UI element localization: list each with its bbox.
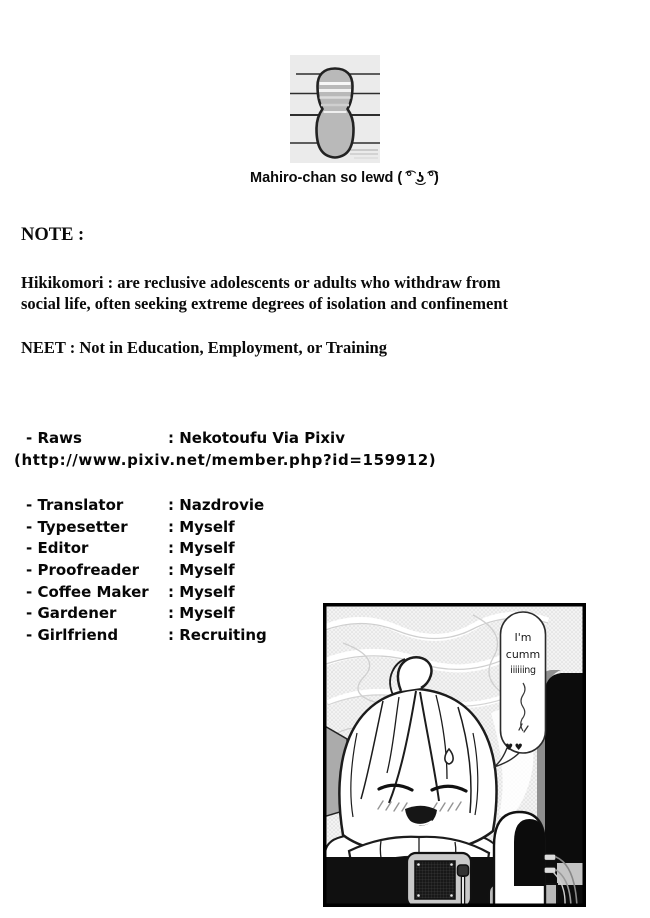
credit-role: - Proofreader: [26, 561, 139, 580]
character-hair: [339, 689, 496, 853]
raws-label: - Raws: [26, 429, 82, 447]
credit-role: - Coffee Maker: [26, 582, 149, 601]
credit-role: - Editor: [26, 539, 89, 558]
credit-person: : Myself: [168, 604, 235, 623]
onahole-opening: [514, 819, 545, 886]
credit-person: : Myself: [168, 517, 235, 536]
credit-role: - Gardener: [26, 604, 117, 623]
neet-definition: NEET : Not in Education, Employment, or Training: [21, 338, 387, 357]
hikikomori-definition: [21, 273, 636, 314]
raws-value: : Nekotoufu Via Pixiv: [168, 429, 345, 447]
credit-list: [26, 495, 267, 647]
credit-row-editor: [26, 538, 267, 560]
hikikomori-line-2: social life, often seeking extreme degrees of isolation and confinement: [21, 293, 508, 313]
bubble-line-2: cumm: [505, 648, 541, 661]
credit-role: - Typesetter: [26, 517, 128, 536]
raws-url: (http://www.pixiv.net/member.php?id=159912): [14, 451, 437, 469]
bubble-hearts: ♥♥: [505, 743, 525, 753]
heater-plug: [458, 865, 469, 876]
credit-person: : Myself: [168, 561, 235, 580]
credit-role: - Translator: [26, 496, 124, 514]
credit-person: : Recruiting: [168, 626, 267, 645]
credit-row-proofreader: [26, 560, 267, 582]
credit-row-girlfriend: [26, 625, 267, 647]
credit-person: : Nazdrovie: [168, 496, 265, 514]
credit-row-gardener: [26, 603, 267, 625]
heater: [407, 853, 471, 907]
hikikomori-line-1: Hikikomori : are reclusive adolescents or adults who withdraw from: [21, 273, 501, 292]
credit-person: : Myself: [168, 539, 235, 558]
credit-person: : Myself: [168, 582, 235, 601]
credit-row-translator: [26, 495, 267, 517]
credit-row-coffee-maker: [26, 582, 267, 604]
onahole-illustration: [290, 55, 380, 163]
manga-panel-svg: [323, 603, 586, 907]
onahole-illustration-svg: [290, 55, 380, 163]
credit-row-typesetter: [26, 517, 267, 539]
heater-grill: [415, 861, 455, 899]
manga-panel: [323, 603, 586, 907]
credit-role: - Girlfriend: [26, 626, 119, 645]
caption: Mahiro-chan so lewd ( ͡° ͜ʖ ͡°): [250, 170, 439, 186]
note-heading: NOTE :: [21, 225, 85, 245]
bubble-line-1: I'm: [514, 631, 532, 644]
bubble-line-3: iiiiiing: [510, 665, 536, 676]
